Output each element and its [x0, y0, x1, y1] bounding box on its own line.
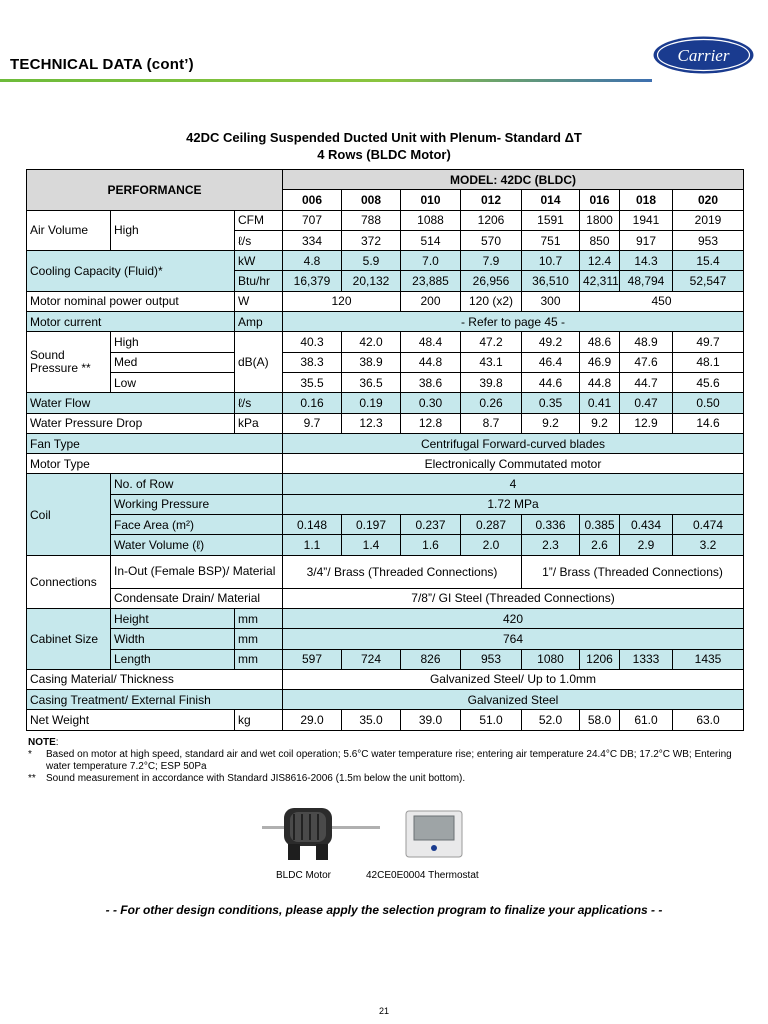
value-cell: 26,956: [461, 271, 522, 291]
value-cell: 7.9: [461, 251, 522, 271]
note-label: NOTE: [28, 737, 56, 748]
air-volume-label: Air Volume: [27, 210, 111, 251]
value-cell: 0.434: [620, 515, 673, 535]
model-code: 014: [522, 190, 580, 210]
unit-cell: kPa: [235, 413, 283, 433]
value-cell: 1435: [673, 649, 744, 669]
fan-type-row: [27, 433, 744, 453]
value-cell: 200: [401, 291, 461, 311]
value-cell: 44.7: [620, 372, 673, 392]
value-cell: 38.9: [342, 352, 401, 372]
value-cell: 953: [461, 649, 522, 669]
value-cell: 61.0: [620, 710, 673, 730]
net-weight-row: [27, 710, 744, 730]
motor-caption: BLDC Motor: [276, 870, 332, 881]
value-cell: 44.8: [401, 352, 461, 372]
value-cell: 0.385: [580, 515, 620, 535]
value-cell: 450: [580, 291, 744, 311]
value-cell: Galvanized Steel/ Up to 1.0mm: [283, 669, 744, 689]
value-cell: 44.6: [522, 372, 580, 392]
value-cell: 0.19: [342, 393, 401, 413]
value-cell: 0.237: [401, 515, 461, 535]
value-cell: 0.197: [342, 515, 401, 535]
casing-material-label: Casing Material/ Thickness: [27, 669, 283, 689]
value-cell: 4.8: [283, 251, 342, 271]
model-code: 018: [620, 190, 673, 210]
value-cell: 0.287: [461, 515, 522, 535]
speed-label: Low: [111, 372, 235, 392]
model-code: 012: [461, 190, 522, 210]
value-cell: 12.9: [620, 413, 673, 433]
cabinet-size-label: Cabinet Size: [27, 608, 111, 669]
sound-pressure-label: Sound Pressure **: [27, 332, 111, 393]
unit-cell: CFM: [235, 210, 283, 230]
value-cell: 39.0: [401, 710, 461, 730]
note-text: Based on motor at high speed, standard air and wet coil operation; 5.6°C water temperature rise; entering air temperature 24.4°C DB; 17.2°C WB; Entering water temperature 7.2°C; ESP 50Pa: [46, 749, 732, 772]
model-code: 016: [580, 190, 620, 210]
unit-cell: W: [235, 291, 283, 311]
value-cell: 850: [580, 230, 620, 250]
coil-volume-label: Water Volume (ℓ): [111, 535, 283, 555]
unit-cell: ℓ/s: [235, 393, 283, 413]
value-cell: 953: [673, 230, 744, 250]
value-cell: 0.41: [580, 393, 620, 413]
value-cell: 420: [283, 608, 744, 628]
coil-label: Coil: [27, 474, 111, 555]
note-text: Sound measurement in accordance with Standard JIS8616-2006 (1.5m below the unit bottom).: [46, 773, 466, 784]
value-cell: 1.4: [342, 535, 401, 555]
value-cell: 48,794: [620, 271, 673, 291]
height-label: Height: [111, 608, 235, 628]
motor-power-row: [27, 291, 744, 311]
value-cell: 826: [401, 649, 461, 669]
value-cell: 36.5: [342, 372, 401, 392]
sound-high-row: [27, 332, 744, 352]
value-cell: 14.6: [673, 413, 744, 433]
value-cell: 10.7: [522, 251, 580, 271]
coil-rows-row: [27, 474, 744, 494]
drain-label: Condensate Drain/ Material: [111, 588, 283, 608]
motor-type-row: [27, 454, 744, 474]
speed-label: High: [111, 332, 235, 352]
air-volume-speed: High: [111, 210, 235, 251]
model-code: 010: [401, 190, 461, 210]
value-cell: 917: [620, 230, 673, 250]
note-marker: **: [28, 773, 36, 784]
value-cell: 45.6: [673, 372, 744, 392]
value-cell: 1088: [401, 210, 461, 230]
connections-inout-row: [27, 555, 744, 588]
model-code: 006: [283, 190, 342, 210]
length-label: Length: [111, 649, 235, 669]
value-cell: 46.9: [580, 352, 620, 372]
unit-cell: mm: [235, 629, 283, 649]
value-cell: 15.4: [673, 251, 744, 271]
fan-type-label: Fan Type: [27, 433, 283, 453]
net-weight-label: Net Weight: [27, 710, 235, 730]
value-cell: Galvanized Steel: [283, 690, 744, 710]
coil-rows-label: No. of Row: [111, 474, 283, 494]
coil-volume-row: [27, 535, 744, 555]
value-cell: 12.4: [580, 251, 620, 271]
value-cell: 48.4: [401, 332, 461, 352]
value-cell: 0.336: [522, 515, 580, 535]
value-cell: 1941: [620, 210, 673, 230]
value-cell: 1”/ Brass (Threaded Connections): [522, 555, 744, 588]
unit-cell: kg: [235, 710, 283, 730]
value-cell: 39.8: [461, 372, 522, 392]
value-cell: 0.26: [461, 393, 522, 413]
model-header: MODEL: 42DC (BLDC): [283, 170, 744, 190]
value-cell: 49.7: [673, 332, 744, 352]
value-cell: 8.7: [461, 413, 522, 433]
value-cell: 40.3: [283, 332, 342, 352]
value-cell: 38.3: [283, 352, 342, 372]
cooling-kw-row: [27, 251, 744, 271]
cabinet-height-row: [27, 608, 744, 628]
casing-material-row: [27, 669, 744, 689]
coil-face-row: [27, 515, 744, 535]
value-cell: 1.72 MPa: [283, 494, 744, 514]
value-cell: 38.6: [401, 372, 461, 392]
value-cell: 43.1: [461, 352, 522, 372]
coil-face-label: Face Area (m²): [111, 515, 283, 535]
table-caption-line1: 42DC Ceiling Suspended Ducted Unit with Plenum- Standard ΔT: [186, 130, 582, 145]
value-cell: 29.0: [283, 710, 342, 730]
value-cell: 47.2: [461, 332, 522, 352]
value-cell: 707: [283, 210, 342, 230]
value-cell: 570: [461, 230, 522, 250]
value-cell: 120: [283, 291, 401, 311]
value-cell: 724: [342, 649, 401, 669]
inout-label: In-Out (Female BSP)/ Material: [111, 555, 283, 588]
value-cell: 20,132: [342, 271, 401, 291]
value-cell: 372: [342, 230, 401, 250]
value-cell: 2019: [673, 210, 744, 230]
value-cell: 300: [522, 291, 580, 311]
water-flow-row: [27, 393, 744, 413]
model-code: 020: [673, 190, 744, 210]
value-cell: 1.6: [401, 535, 461, 555]
value-cell: 44.8: [580, 372, 620, 392]
bldc-motor-image: [262, 800, 380, 864]
value-cell: 1800: [580, 210, 620, 230]
value-cell: 1206: [461, 210, 522, 230]
value-cell: 63.0: [673, 710, 744, 730]
cooling-capacity-label: Cooling Capacity (Fluid)*: [27, 251, 235, 292]
svg-text:Carrier: Carrier: [677, 46, 730, 65]
casing-treatment-label: Casing Treatment/ External Finish: [27, 690, 283, 710]
value-cell: 0.148: [283, 515, 342, 535]
motor-power-label: Motor nominal power output: [27, 291, 235, 311]
value-cell: 4: [283, 474, 744, 494]
value-cell: 1080: [522, 649, 580, 669]
cabinet-width-row: [27, 629, 744, 649]
value-cell: 0.16: [283, 393, 342, 413]
value-cell: 751: [522, 230, 580, 250]
value-cell: 0.474: [673, 515, 744, 535]
value-cell: 46.4: [522, 352, 580, 372]
value-cell: 42,311: [580, 271, 620, 291]
value-cell: 514: [401, 230, 461, 250]
unit-cell: Btu/hr: [235, 271, 283, 291]
value-cell: 51.0: [461, 710, 522, 730]
unit-cell: ℓ/s: [235, 230, 283, 250]
value-cell: 0.30: [401, 393, 461, 413]
value-cell: 7/8”/ GI Steel (Threaded Connections): [283, 588, 744, 608]
design-conditions-note: - - For other design conditions, please apply the selection program to finalize your applications - -: [105, 903, 663, 917]
motor-current-row: [27, 312, 744, 332]
value-cell: 2.6: [580, 535, 620, 555]
motor-type-label: Motor Type: [27, 454, 283, 474]
value-cell: 42.0: [342, 332, 401, 352]
thermostat-caption: 42CE0E0004 Thermostat: [366, 870, 479, 881]
value-cell: 9.2: [580, 413, 620, 433]
value-cell: 1.1: [283, 535, 342, 555]
value-cell: 0.50: [673, 393, 744, 413]
connections-drain-row: [27, 588, 744, 608]
value-cell: 334: [283, 230, 342, 250]
width-label: Width: [111, 629, 235, 649]
technical-data-table: [26, 169, 744, 731]
casing-treatment-row: [27, 690, 744, 710]
model-code: 008: [342, 190, 401, 210]
value-cell: 9.7: [283, 413, 342, 433]
value-cell: 3/4”/ Brass (Threaded Connections): [283, 555, 522, 588]
value-cell: 48.9: [620, 332, 673, 352]
value-cell: 120 (x2): [461, 291, 522, 311]
carrier-logo: [652, 35, 755, 75]
value-cell: 14.3: [620, 251, 673, 271]
value-cell: 597: [283, 649, 342, 669]
value-cell: 12.3: [342, 413, 401, 433]
sound-low-row: [27, 372, 744, 392]
water-drop-row: [27, 413, 744, 433]
value-cell: 48.6: [580, 332, 620, 352]
coil-pressure-label: Working Pressure: [111, 494, 283, 514]
value-cell: 3.2: [673, 535, 744, 555]
water-drop-label: Water Pressure Drop: [27, 413, 235, 433]
value-cell: 47.6: [620, 352, 673, 372]
value-cell: 35.0: [342, 710, 401, 730]
value-cell: 36,510: [522, 271, 580, 291]
value-cell: 2.9: [620, 535, 673, 555]
value-cell: 0.47: [620, 393, 673, 413]
cabinet-length-row: [27, 649, 744, 669]
value-cell: 49.2: [522, 332, 580, 352]
water-flow-label: Water Flow: [27, 393, 235, 413]
value-cell: 764: [283, 629, 744, 649]
unit-cell: Amp: [235, 312, 283, 332]
value-cell: 52.0: [522, 710, 580, 730]
value-cell: 1333: [620, 649, 673, 669]
unit-cell: mm: [235, 649, 283, 669]
value-cell: 23,885: [401, 271, 461, 291]
air-volume-cfm-row: [27, 210, 744, 230]
thermostat-image: [405, 810, 463, 858]
value-cell: 788: [342, 210, 401, 230]
performance-header: PERFORMANCE: [27, 170, 283, 211]
value-cell: 12.8: [401, 413, 461, 433]
motor-current-label: Motor current: [27, 312, 235, 332]
coil-pressure-row: [27, 494, 744, 514]
value-cell: 0.35: [522, 393, 580, 413]
unit-cell: mm: [235, 608, 283, 628]
value-cell: 1206: [580, 649, 620, 669]
header-rule: [0, 79, 652, 82]
notes-section: NOTE: * Based on motor at high speed, standard air and wet coil operation; 5.6°C water temperature rise; entering air temperature 24.4°C DB; 17.2°C WB; Entering water temperature 7.2°C; ESP 50Pa ** Sound measurement in accordance with Standard JIS8616-2006 (1.5m below the unit bottom).: [28, 737, 748, 785]
value-cell: 2.3: [522, 535, 580, 555]
unit-cell: dB(A): [235, 332, 283, 393]
value-cell: 52,547: [673, 271, 744, 291]
value-cell: 9.2: [522, 413, 580, 433]
value-cell: 16,379: [283, 271, 342, 291]
note-marker: *: [28, 749, 32, 760]
value-cell: - Refer to page 45 -: [283, 312, 744, 332]
sound-med-row: [27, 352, 744, 372]
value-cell: 35.5: [283, 372, 342, 392]
value-cell: 7.0: [401, 251, 461, 271]
value-cell: 5.9: [342, 251, 401, 271]
connections-label: Connections: [27, 555, 111, 608]
value-cell: Centrifugal Forward-curved blades: [283, 433, 744, 453]
value-cell: 48.1: [673, 352, 744, 372]
page-heading: TECHNICAL DATA (cont’): [10, 56, 194, 73]
page-number: 21: [378, 1006, 389, 1016]
value-cell: Electronically Commutated motor: [283, 454, 744, 474]
unit-cell: kW: [235, 251, 283, 271]
value-cell: 58.0: [580, 710, 620, 730]
value-cell: 1591: [522, 210, 580, 230]
table-caption-line2: 4 Rows (BLDC Motor): [317, 147, 451, 162]
value-cell: 2.0: [461, 535, 522, 555]
speed-label: Med: [111, 352, 235, 372]
